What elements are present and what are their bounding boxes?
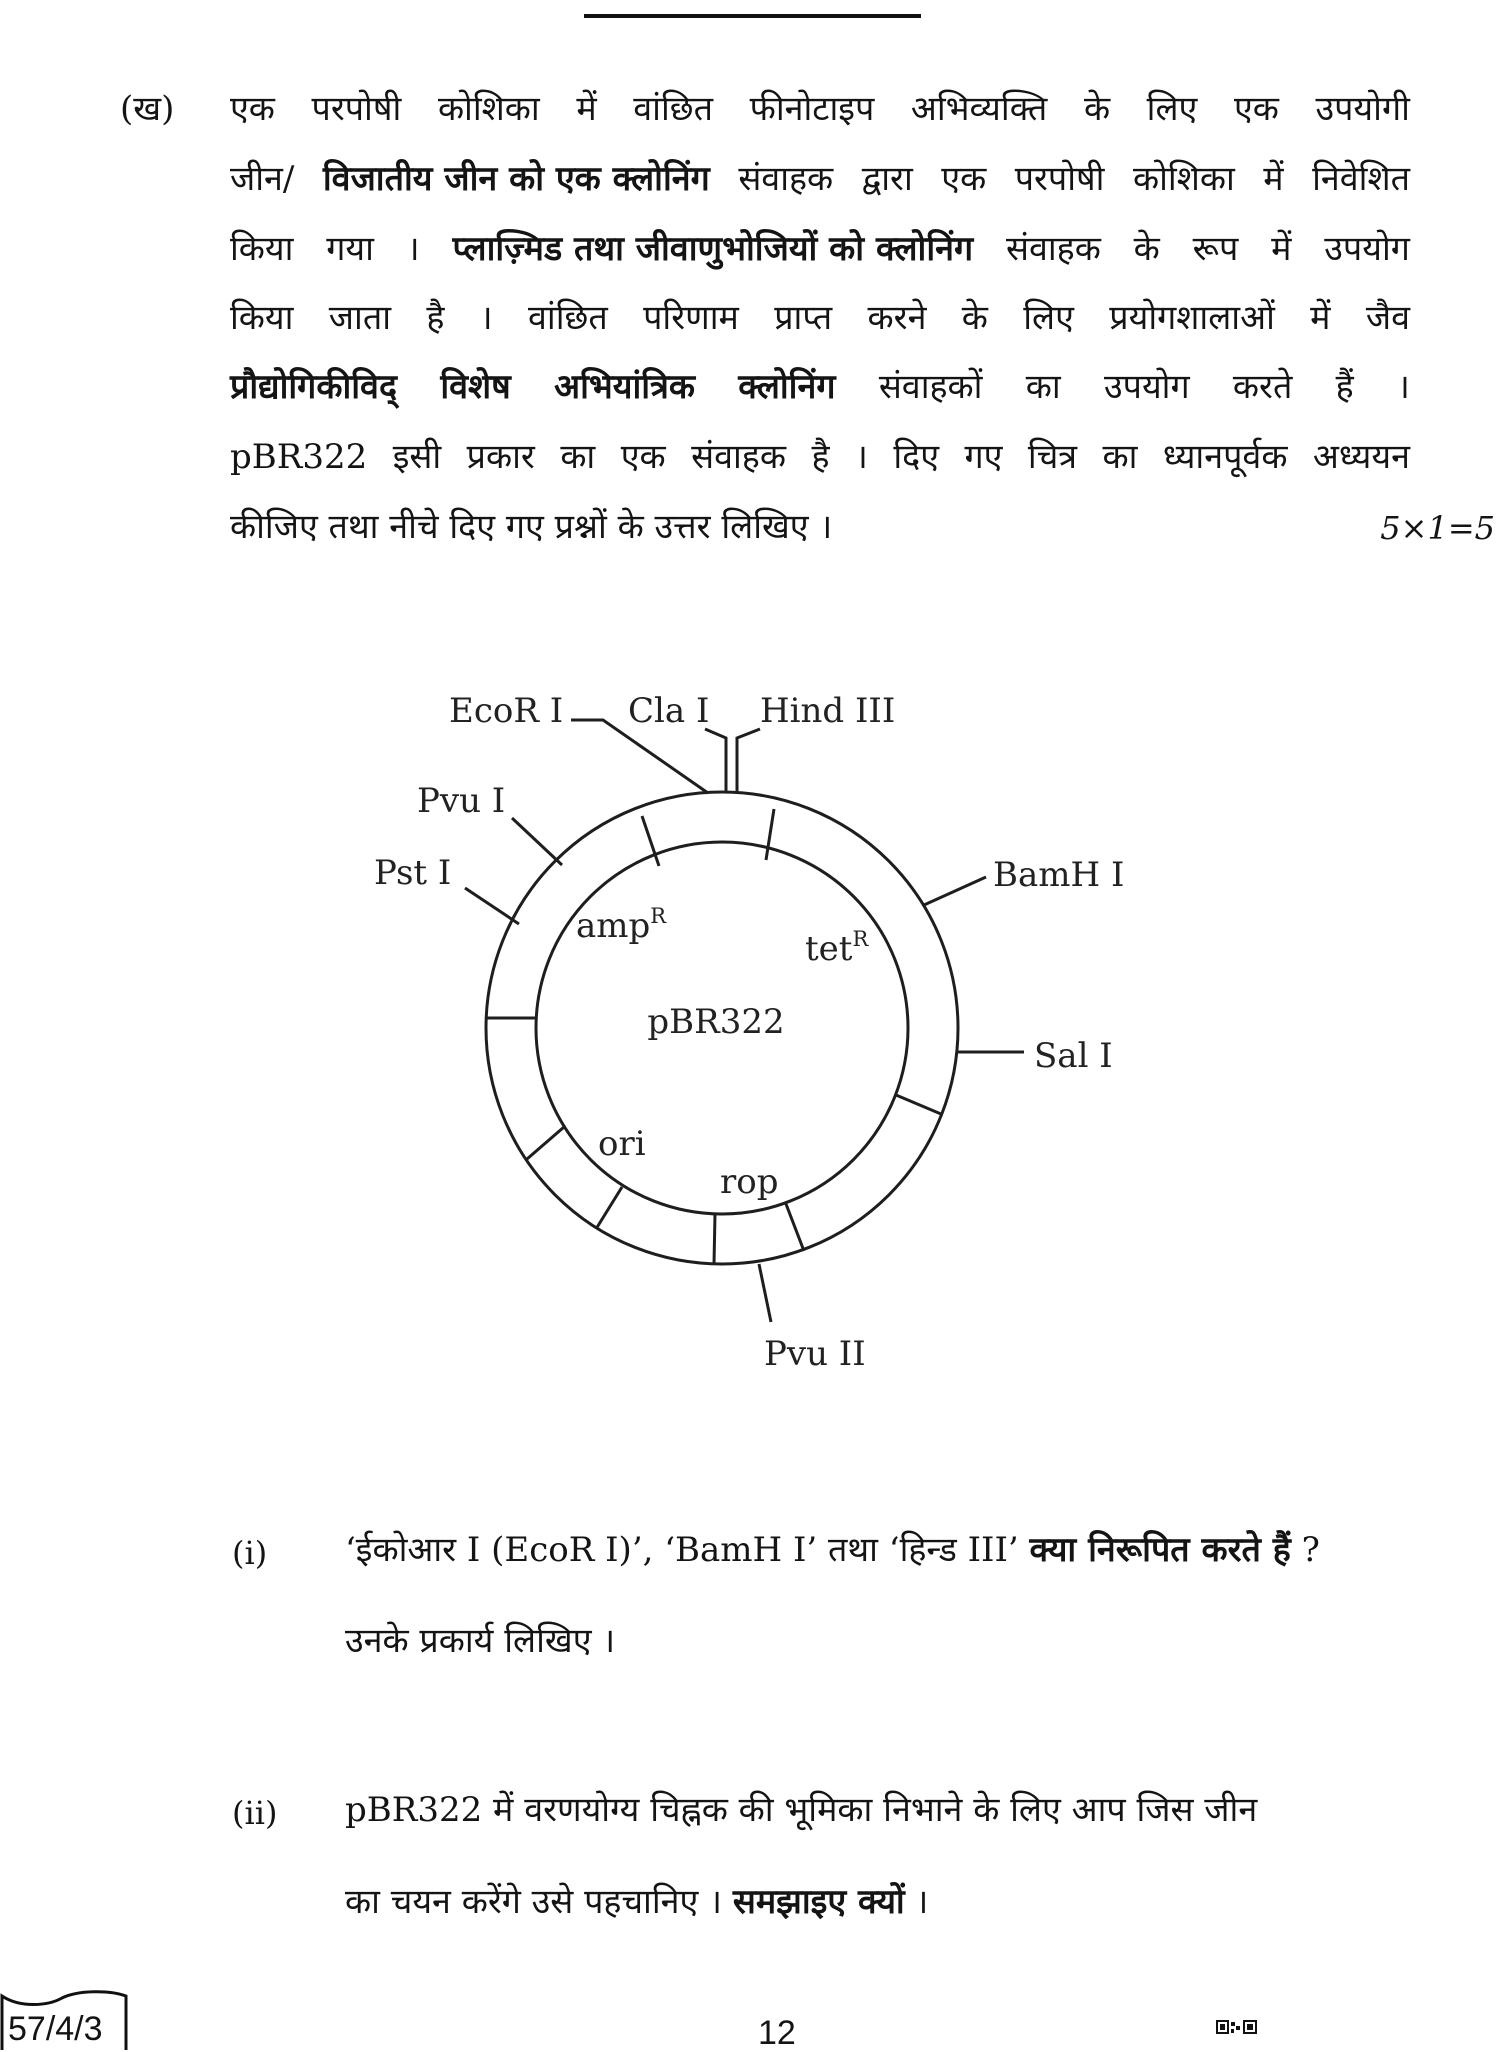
gene-label-ori: ori	[598, 1124, 646, 1164]
paragraph-word: इसी	[392, 437, 442, 477]
question-ii-text: का चयन करेंगे उसे पहचानिए ।	[345, 1882, 733, 1922]
plasmid-name: pBR322	[647, 1002, 785, 1042]
paragraph-word: गए	[964, 437, 1003, 477]
site-label-pvu1: Pvu I	[417, 781, 506, 821]
question-ii-end: ।	[904, 1882, 929, 1922]
paragraph-word: के	[1083, 89, 1111, 129]
question-number-i: (i)	[232, 1534, 268, 1572]
paragraph-word: संवाहकों	[878, 367, 983, 407]
paragraph-word: में	[1263, 159, 1284, 199]
paragraph-word: के	[1133, 229, 1160, 269]
paper-code: 57/4/3	[8, 2010, 103, 2048]
question-ii-line-2	[345, 1882, 929, 1922]
paragraph-word: प्लाज़्मिड तथा जीवाणुभोजियों को क्लोनिंग	[452, 229, 974, 269]
paragraph-word: रूप	[1192, 229, 1239, 269]
site-label-sal1: Sal I	[1034, 1036, 1113, 1076]
paragraph-word: कोशिका	[437, 89, 540, 129]
paragraph-word: परपोषी	[311, 89, 402, 129]
paragraph-word: उपयोग	[1104, 367, 1190, 407]
paragraph-word: जैव	[1365, 298, 1410, 338]
paragraph-word: का	[1102, 437, 1138, 477]
page-number: 12	[758, 2014, 796, 2052]
paragraph-word: किया	[230, 229, 294, 269]
paragraph-word: किया	[230, 298, 294, 338]
paragraph-word: में	[576, 89, 597, 129]
paragraph-word: का	[560, 437, 596, 477]
paragraph-word: के	[961, 298, 988, 338]
gene-label-rop: rop	[720, 1162, 779, 1202]
paragraph-word: अभिव्यक्ति	[910, 89, 1048, 129]
paragraph-word: वांछित	[633, 89, 713, 129]
paragraph-word: ।	[479, 298, 493, 338]
paragraph-word: करते	[1232, 367, 1293, 407]
paragraph-word: चित्र	[1027, 437, 1078, 477]
pvu1-pointer	[512, 818, 562, 865]
paragraph-word: द्वारा	[861, 159, 913, 199]
marks-allocation: 5×1=5	[1380, 509, 1495, 547]
site-label-hind3: Hind III	[760, 691, 896, 731]
paragraph-word: है	[426, 298, 445, 338]
paragraph-word: प्राप्त	[774, 298, 833, 338]
site-label-ecor1: EcoR I	[449, 691, 564, 731]
paragraph-word: हैं	[1335, 367, 1354, 407]
site-label-pst1: Pst I	[374, 853, 452, 893]
paragraph-word: एक	[620, 437, 666, 477]
paragraph-word: एक	[230, 89, 275, 129]
paragraph-word: pBR322	[230, 437, 368, 477]
bamh1-pointer	[924, 877, 986, 905]
qr-code-icon	[1216, 2020, 1258, 2034]
paragraph-word: प्रयोगशालाओं	[1109, 298, 1275, 338]
paragraph-word: ।	[406, 229, 420, 269]
question-i-line-2: उनके प्रकार्य लिखिए ।	[345, 1621, 616, 1661]
paragraph-word: अध्ययन	[1312, 437, 1410, 477]
paragraph-word: फीनोटाइप	[749, 89, 875, 129]
paragraph-word: क्लोनिंग	[738, 367, 836, 407]
paragraph-word: में	[1310, 298, 1331, 338]
paragraph-word: है	[811, 437, 830, 477]
paragraph-word: वांछित	[528, 298, 608, 338]
paragraph-word: लिए	[1023, 298, 1074, 338]
site-label-cla1: Cla I	[628, 691, 710, 731]
paragraph-word: जीन/	[230, 159, 295, 199]
paragraph-word: का	[1025, 367, 1061, 407]
paragraph-word: एक	[1233, 89, 1279, 129]
paragraph-word: परिणाम	[643, 298, 739, 338]
paragraph-word: ।	[1396, 367, 1410, 407]
gene-label-ampr: amp$^R$	[576, 904, 667, 946]
question-i-line-1	[345, 1530, 1320, 1570]
pvu2-pointer	[759, 1264, 771, 1322]
question-i-text: ‘ईकोआर I (EcoR I)’, ‘BamH I’ तथा ‘हिन्ड III’	[345, 1530, 1030, 1570]
site-label-pvu2: Pvu II	[764, 1334, 866, 1374]
paragraph-word: गया	[326, 229, 374, 269]
paragraph-word: प्रौद्योगिकीविद्	[230, 367, 398, 407]
hind3-pointer	[737, 729, 760, 792]
paragraph-word: संवाहक	[738, 159, 834, 199]
paragraph-word: लिए	[1146, 89, 1198, 129]
question-ii-line-1: pBR322 में वरणयोग्य चिह्नक की भूमिका निभाने के लिए आप जिस जीन	[345, 1790, 1258, 1830]
paragraph-word: विशेष	[440, 367, 511, 407]
question-ii-emphasis: समझाइए क्यों	[732, 1882, 905, 1922]
paragraph-word: प्रकार	[466, 437, 535, 477]
paragraph-word: परपोषी	[1014, 159, 1105, 199]
section-marker: (ख)	[120, 89, 175, 129]
paragraph-word: उपयोगी	[1315, 89, 1410, 129]
paragraph-word: कोशिका	[1132, 159, 1235, 199]
paragraph-word: में	[1271, 229, 1292, 269]
paragraph-word: दिए	[893, 437, 939, 477]
gene-label-tetr: tet$^R$	[805, 927, 869, 969]
cla1-pointer	[705, 729, 726, 792]
paragraph-word: संवाहक	[1005, 229, 1101, 269]
question-number-ii: (ii)	[232, 1794, 278, 1832]
paragraph-word: निवेशित	[1312, 159, 1410, 199]
paragraph-word: उपयोग	[1324, 229, 1410, 269]
pst1-pointer	[465, 888, 519, 924]
paragraph-word: ध्यानपूर्वक	[1162, 437, 1288, 477]
question-i-emphasis: क्या निरूपित करते हैं	[1029, 1530, 1291, 1570]
paragraph-word: कीजिए तथा नीचे दिए गए प्रश्नों के उत्तर लिखिए ।	[230, 507, 833, 547]
paragraph-word: करने	[867, 298, 927, 338]
paragraph-word: ।	[854, 437, 868, 477]
question-i-text: ?	[1290, 1530, 1320, 1570]
paragraph-word: संवाहक	[691, 437, 786, 477]
paragraph-word: एक	[941, 159, 987, 199]
site-label-bamh1: BamH I	[993, 855, 1125, 895]
paragraph-word: अभियांत्रिक	[554, 367, 695, 407]
paragraph-word: विजातीय जीन को एक क्लोनिंग	[322, 159, 710, 199]
paragraph-word: जाता	[328, 298, 392, 338]
